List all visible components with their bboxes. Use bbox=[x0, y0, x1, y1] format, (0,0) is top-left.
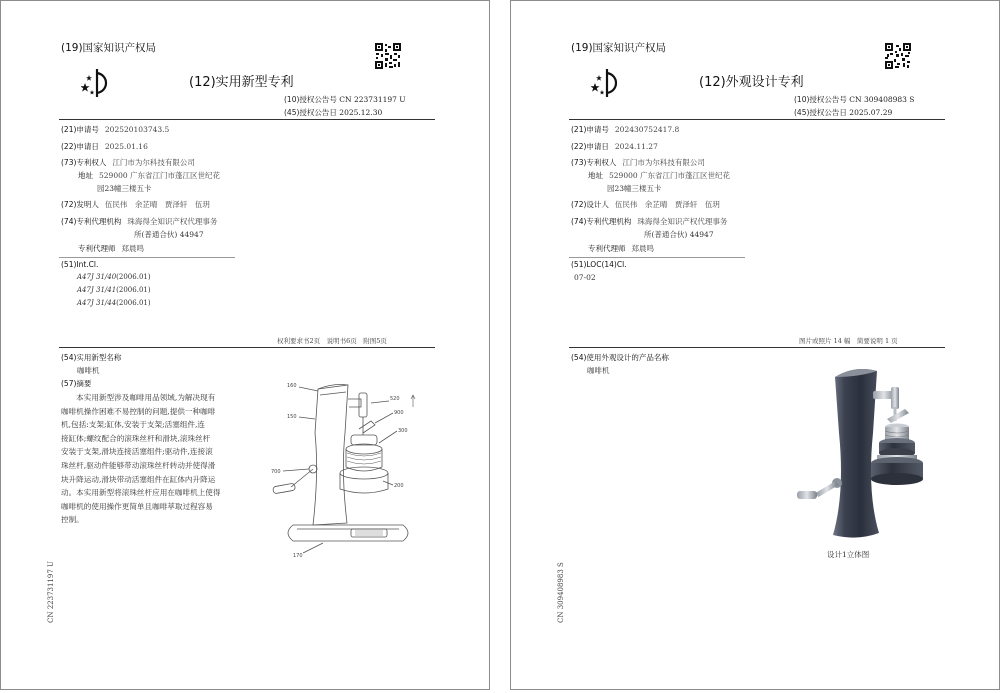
figure-label: 300 bbox=[398, 428, 408, 434]
inventors-label: (72)发明人 bbox=[61, 200, 99, 209]
agent-value: 郑晨鸣 bbox=[121, 244, 144, 253]
inventors-value: 伍民伟 余芷晴 贾泽轩 伍玥 bbox=[104, 200, 210, 209]
vertical-publication-number: CN 309408983 S bbox=[557, 562, 565, 623]
figure-label: 170 bbox=[293, 553, 303, 559]
publication-number-value: CN 309408983 S bbox=[849, 95, 915, 104]
product-name: 咖啡机 bbox=[587, 366, 610, 375]
page-count: 权利要求书2页 说明书6页 附图5页 bbox=[277, 337, 387, 345]
application-date-value: 2025.01.16 bbox=[104, 142, 148, 151]
ipc-date: (2006.01) bbox=[116, 273, 151, 281]
name-label-text: (54)实用新型名称 bbox=[61, 353, 122, 362]
design-patent-page bbox=[510, 0, 1000, 690]
application-number bbox=[571, 124, 679, 135]
loc-label-text: (51)LOC(14)Cl. bbox=[571, 260, 627, 269]
address-label: 地址 bbox=[588, 171, 603, 180]
coffee-machine-3d-render bbox=[779, 363, 939, 545]
publication-date-value: 2025.07.29 bbox=[849, 108, 893, 117]
patent-agent bbox=[588, 243, 654, 254]
address bbox=[78, 170, 220, 181]
publication-date-label: (45)授权公告日 bbox=[284, 108, 337, 117]
agent-label: 专利代理师 bbox=[588, 244, 626, 253]
ipc-code: A47J 31/41 bbox=[77, 286, 117, 294]
agency-label: (74)专利代理机构 bbox=[61, 217, 122, 226]
designers-value: 伍民伟 余芷晴 贾泽轩 伍玥 bbox=[614, 200, 720, 209]
figure-label: 150 bbox=[287, 414, 297, 420]
patent-agency bbox=[61, 216, 217, 227]
abstract-line: 动。本实用新型将滚珠丝杆应用在咖啡机上使得 bbox=[61, 488, 221, 498]
abstract-divider bbox=[59, 347, 435, 348]
office-header: (19)国家知识产权局 bbox=[61, 42, 157, 54]
abstract-label bbox=[61, 378, 91, 389]
agency-line-2: 所(普通合伙) 44947 bbox=[644, 230, 714, 239]
agency-line-1: 珠海得全知识产权代理事务 bbox=[127, 217, 218, 226]
designers-label: (72)设计人 bbox=[571, 200, 609, 209]
figure-label: 520 bbox=[390, 396, 400, 402]
ipc-entry-2 bbox=[77, 286, 151, 294]
publication-number bbox=[794, 94, 914, 105]
utility-model-name: 咖啡机 bbox=[77, 366, 100, 375]
publication-number bbox=[284, 94, 406, 105]
agency-line-2: 所(普通合伙) 44947 bbox=[134, 230, 204, 239]
application-number-label: (21)申请号 bbox=[571, 125, 609, 134]
application-number-value: 202520103743.5 bbox=[104, 125, 170, 134]
ipc-date: (2006.01) bbox=[116, 299, 151, 307]
publication-date bbox=[794, 107, 892, 118]
ipc-label bbox=[61, 260, 98, 269]
application-date-label: (22)申请日 bbox=[61, 142, 99, 151]
application-date-label: (22)申请日 bbox=[571, 142, 609, 151]
loc-label bbox=[571, 260, 627, 269]
agent-value: 郑晨鸣 bbox=[631, 244, 654, 253]
cnipa-logo-icon bbox=[591, 67, 623, 99]
cnipa-logo-icon bbox=[81, 67, 113, 99]
application-date bbox=[571, 141, 658, 152]
patent-type-title: (12)外观设计专利 bbox=[699, 75, 804, 90]
patent-agency bbox=[571, 216, 727, 227]
ipc-date: (2006.01) bbox=[116, 286, 151, 294]
patent-type-title: (12)实用新型专利 bbox=[189, 75, 294, 90]
figure-label: 160 bbox=[287, 383, 297, 389]
publication-number-label: (10)授权公告号 bbox=[284, 95, 337, 104]
agency-line-1: 珠海得全知识产权代理事务 bbox=[637, 217, 728, 226]
utility-patent-page bbox=[0, 0, 490, 690]
figure-label: 700 bbox=[271, 469, 281, 475]
header-divider bbox=[59, 119, 435, 120]
address bbox=[588, 170, 730, 181]
office-header: (19)国家知识产权局 bbox=[571, 42, 667, 54]
ipc-entry-1 bbox=[77, 273, 151, 281]
designers bbox=[571, 199, 720, 210]
agency-label: (74)专利代理机构 bbox=[571, 217, 632, 226]
patentee-label: (73)专利权人 bbox=[571, 158, 617, 167]
ipc-entry-3 bbox=[77, 299, 151, 307]
loc-divider bbox=[569, 257, 745, 258]
application-number bbox=[61, 124, 169, 135]
patentee bbox=[571, 157, 705, 168]
ipc-code: A47J 31/44 bbox=[77, 299, 117, 307]
figure-caption: 设计1立体图 bbox=[827, 550, 870, 559]
application-date-value: 2024.11.27 bbox=[614, 142, 658, 151]
publication-number-label: (10)授权公告号 bbox=[794, 95, 847, 104]
figure-label: 200 bbox=[394, 483, 404, 489]
address-line-1: 529000 广东省江门市蓬江区世纪花 bbox=[609, 171, 731, 180]
patentee-label: (73)专利权人 bbox=[61, 158, 107, 167]
abstract-line: 珠丝杆,驱动件能够带动滚珠丝杆转动并使得滑 bbox=[61, 460, 216, 470]
publication-date bbox=[284, 107, 382, 118]
page-count: 图片或照片 14 幅 简要说明 1 页 bbox=[799, 337, 898, 345]
agent-label: 专利代理师 bbox=[78, 244, 116, 253]
address-line-2: 园23幢三楼五卡 bbox=[97, 184, 152, 193]
product-name-label-text: (54)使用外观设计的产品名称 bbox=[571, 353, 669, 362]
patentee bbox=[61, 157, 195, 168]
publication-date-label: (45)授权公告日 bbox=[794, 108, 847, 117]
inventors bbox=[61, 199, 210, 210]
publication-number-value: CN 223731197 U bbox=[339, 95, 406, 104]
loc-value: 07-02 bbox=[574, 273, 596, 282]
address-line-1: 529000 广东省江门市蓬江区世纪花 bbox=[99, 171, 221, 180]
publication-date-value: 2025.12.30 bbox=[339, 108, 383, 117]
patentee-value: 江门市为尔科技有限公司 bbox=[112, 158, 195, 167]
patentee-value: 江门市为尔科技有限公司 bbox=[622, 158, 705, 167]
abstract-line: 机,包括:支架;缸体,安装于支架;活塞组件,连 bbox=[61, 420, 206, 430]
vertical-publication-number: CN 223731197 U bbox=[47, 561, 55, 623]
abstract-line: 控制。 bbox=[61, 515, 84, 525]
coffee-machine-line-drawing bbox=[263, 373, 423, 563]
abstract-line: 接缸体;螺纹配合的滚珠丝杆和滑块,滚珠丝杆 bbox=[61, 433, 211, 443]
ipc-label-text: (51)Int.Cl. bbox=[61, 260, 99, 269]
application-number-label: (21)申请号 bbox=[61, 125, 99, 134]
abstract-line: 咖啡机操作困难不易控制的问题,提供一种咖啡 bbox=[61, 406, 216, 416]
abstract-line: 本实用新型涉及咖啡用品领域,为解决现有 bbox=[61, 393, 216, 402]
abstract-line: 安装于支架,滑块连接活塞组件;驱动件,连接滚 bbox=[61, 447, 213, 457]
qr-code-icon bbox=[375, 43, 401, 69]
application-date bbox=[61, 141, 148, 152]
utility-model-name-label bbox=[61, 352, 121, 363]
figure-label: 900 bbox=[394, 410, 404, 416]
abstract-line: 块升降运动,滑块带动活塞组件在缸体内升降运 bbox=[61, 474, 216, 484]
patent-agent bbox=[78, 243, 144, 254]
application-number-value: 202430752417.8 bbox=[614, 125, 680, 134]
abstract-label-text: (57)摘要 bbox=[61, 379, 92, 388]
address-line-2: 园23幢三楼五卡 bbox=[607, 184, 662, 193]
header-divider bbox=[569, 119, 945, 120]
abstract-line: 咖啡机的使用操作更简单且咖啡萃取过程容易 bbox=[61, 501, 213, 511]
qr-code-icon bbox=[885, 43, 911, 69]
product-divider bbox=[569, 347, 945, 348]
abstract-text bbox=[61, 391, 257, 527]
address-label: 地址 bbox=[78, 171, 93, 180]
product-name-label bbox=[571, 352, 669, 363]
ipc-divider bbox=[59, 257, 235, 258]
ipc-code: A47J 31/40 bbox=[77, 273, 117, 281]
